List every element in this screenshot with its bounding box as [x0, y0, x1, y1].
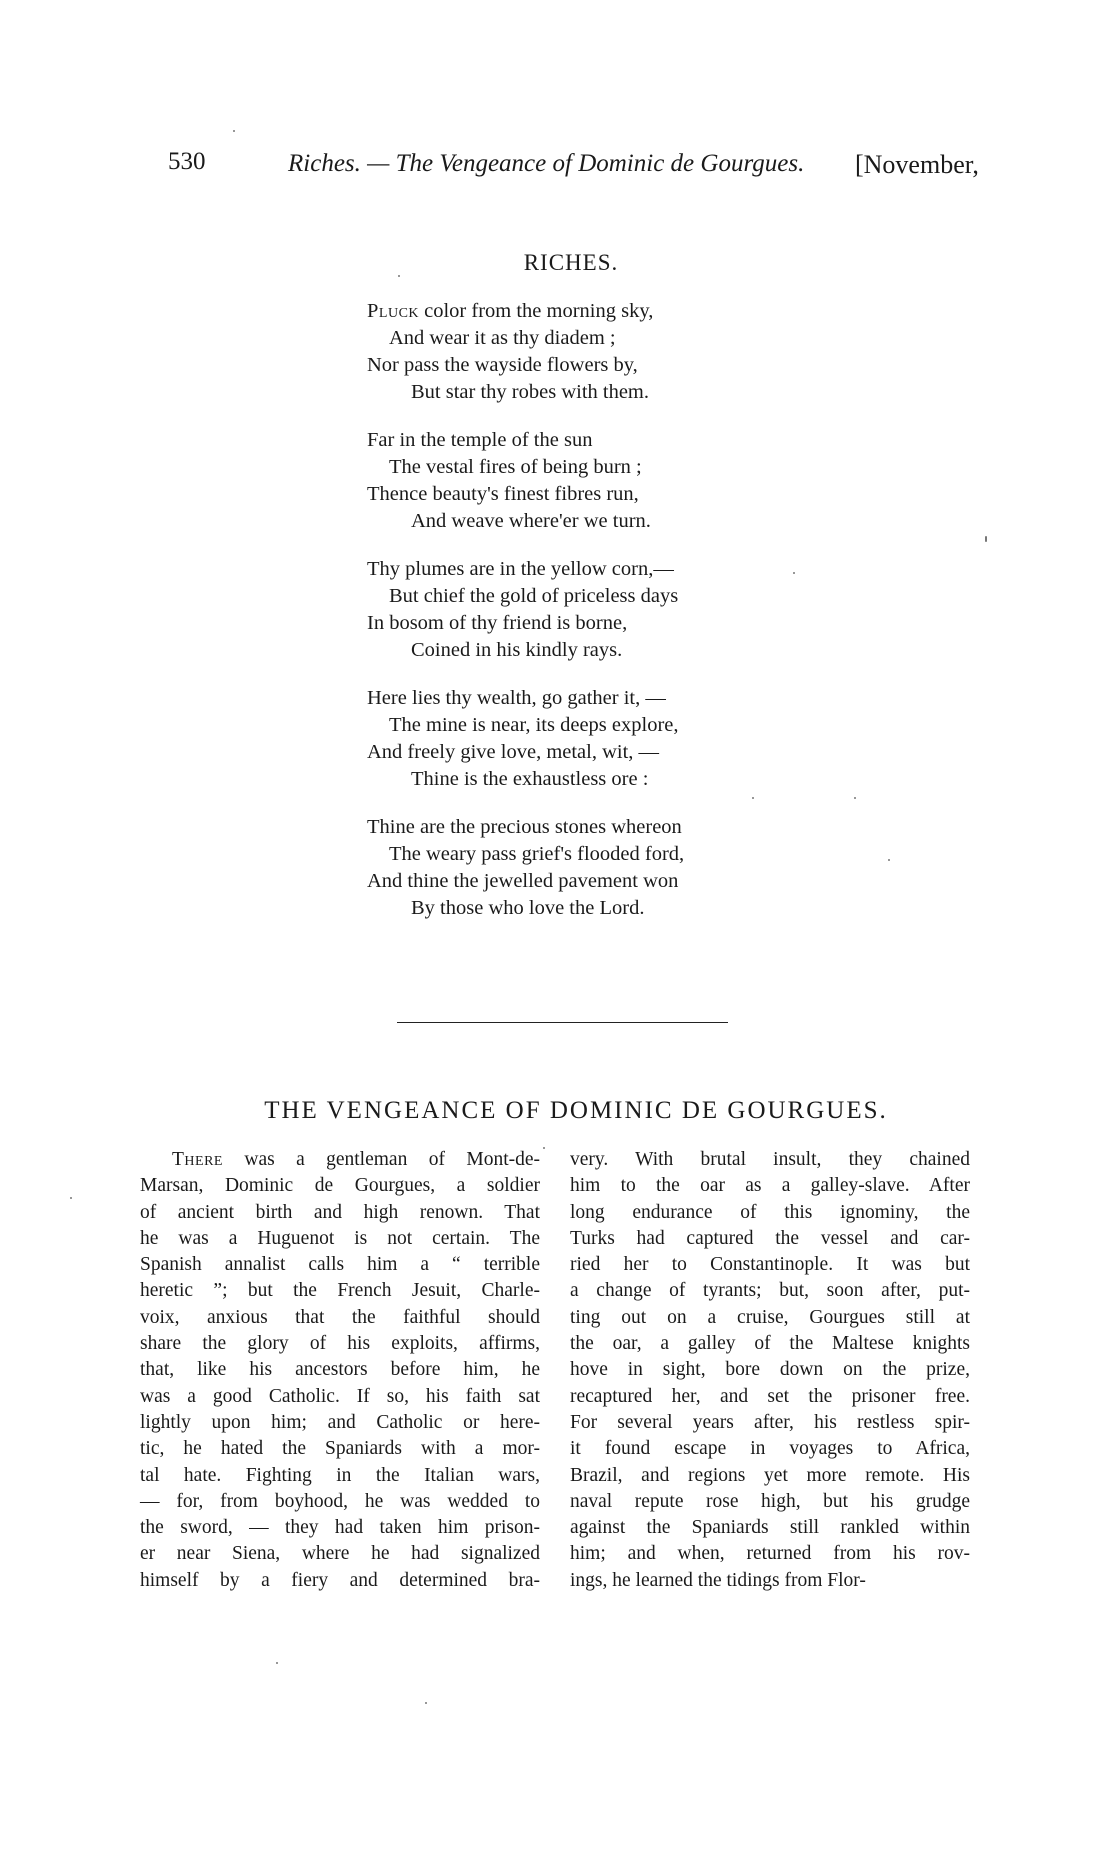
- scan-speck: [425, 1702, 427, 1704]
- text-line: naval repute rose high, but his grudge: [570, 1490, 970, 1512]
- poem-line: Here lies thy wealth, go gather it, —: [367, 687, 666, 709]
- text-line: For several years after, his restless spir-: [570, 1411, 970, 1433]
- text-line: Marsan, Dominic de Gourgues, a soldier: [140, 1175, 540, 1197]
- text-line: very. With brutal insult, they chained: [570, 1149, 970, 1170]
- poem-line: But star thy robes with them.: [411, 381, 650, 403]
- poem-line: Coined in his kindly rays.: [411, 639, 623, 661]
- text-line: heretic ”; but the French Jesuit, Charle-: [140, 1280, 540, 1302]
- poem-line: Thence beauty's finest fibres run,: [367, 483, 639, 505]
- page-number: 530: [168, 148, 206, 175]
- text-line: — for, from boyhood, he was wedded to: [140, 1490, 540, 1512]
- poem-line: And thine the jewelled pavement won: [367, 870, 679, 892]
- poem-line: The mine is near, its deeps explore,: [389, 714, 679, 736]
- article-column-left: [140, 1147, 540, 1594]
- poem-line: The weary pass grief's flooded ford,: [389, 843, 685, 865]
- poem-line: Nor pass the wayside flowers by,: [367, 354, 638, 376]
- poem-line: And wear it as thy diadem ;: [389, 327, 616, 349]
- text-line: tal hate. Fighting in the Italian wars,: [140, 1464, 540, 1486]
- section-divider: [397, 1022, 728, 1023]
- poem-line: Thine are the precious stones whereon: [367, 816, 682, 838]
- text-line: it found escape in voyages to Africa,: [570, 1438, 970, 1460]
- text-line-text: was a gentleman of Mont-de-: [222, 1149, 540, 1170]
- poem-line: Thine is the exhaustless ore :: [411, 768, 649, 790]
- text-line: Spanish annalist calls him a “ terrible: [140, 1254, 540, 1276]
- text-line: ings, he learned the tidings from Flor-: [570, 1569, 866, 1591]
- text-line: him to the oar as a galley-slave. After: [570, 1175, 970, 1197]
- stanza-5: [367, 814, 787, 922]
- stanza-3: [367, 556, 787, 664]
- text-line: long endurance of this ignominy, the: [570, 1201, 970, 1223]
- poem: [367, 298, 787, 943]
- poem-line: And freely give love, metal, wit, —: [367, 741, 660, 763]
- text-line: a change of tyrants; but, soon after, put-: [570, 1280, 970, 1302]
- drop-word: There: [172, 1149, 223, 1170]
- text-line: that, like his ancestors before him, he: [140, 1359, 540, 1381]
- text-line: himself by a fiery and determined bra-: [140, 1569, 540, 1591]
- scan-speck: [854, 797, 856, 799]
- scan-speck: [752, 797, 754, 799]
- text-line: was a good Catholic. If so, his faith sat: [140, 1385, 540, 1407]
- running-header: [0, 148, 1096, 192]
- text-line: hove in sight, bore down on the prize,: [570, 1359, 970, 1381]
- article-column-right: [570, 1147, 970, 1594]
- text-line: recaptured her, and set the prisoner free.: [570, 1385, 970, 1407]
- poem-line: Far in the temple of the sun: [367, 429, 593, 451]
- poem-line: And weave where'er we turn.: [411, 510, 651, 532]
- text-line: of ancient birth and high renown. That: [140, 1201, 540, 1223]
- scan-speck: [233, 130, 235, 132]
- poem-line-text: color from the morning sky,: [419, 300, 654, 322]
- scan-speck: [276, 1662, 278, 1664]
- poem-line: Thy plumes are in the yellow corn,—: [367, 558, 674, 580]
- text-line: Brazil, and regions yet more remote. His: [570, 1464, 970, 1486]
- text-line: [140, 1147, 540, 1173]
- stanza-2: [367, 427, 787, 535]
- scan-speck: [70, 1197, 72, 1199]
- text-line: he was a Huguenot is not certain. The: [140, 1227, 540, 1249]
- poem-line: [367, 298, 787, 325]
- running-title: Riches. — The Vengeance of Dominic de Gourgues.: [288, 150, 805, 177]
- scan-speck: [888, 859, 890, 861]
- text-line: against the Spaniards still rankled within: [570, 1517, 970, 1539]
- text-line: ting out on a cruise, Gourgues still at: [570, 1306, 970, 1328]
- article-title: THE VENGEANCE OF DOMINIC DE GOURGUES.: [264, 1097, 888, 1124]
- scan-speck: [985, 536, 987, 542]
- text-line: tic, he hated the Spaniards with a mor-: [140, 1438, 540, 1460]
- text-line: Turks had captured the vessel and car-: [570, 1227, 970, 1249]
- text-line: er near Siena, where he had signalized: [140, 1543, 540, 1565]
- text-line: the oar, a galley of the Maltese knights: [570, 1333, 970, 1355]
- drop-word: Pluck: [367, 300, 420, 322]
- poem-line: The vestal fires of being burn ;: [389, 456, 642, 478]
- text-line: voix, anxious that the faithful should: [140, 1306, 540, 1328]
- text-line: lightly upon him; and Catholic or here-: [140, 1411, 540, 1433]
- poem-line: By those who love the Lord.: [411, 897, 645, 919]
- text-line: the sword, — they had taken him prison-: [140, 1517, 540, 1539]
- text-line: ried her to Constantinople. It was but: [570, 1254, 970, 1276]
- stanza-1: [367, 298, 787, 406]
- text-line: share the glory of his exploits, affirms,: [140, 1333, 540, 1355]
- stanza-4: [367, 685, 787, 793]
- poem-line: But chief the gold of priceless days: [389, 585, 679, 607]
- scan-speck: [543, 1147, 545, 1149]
- running-month: [November,: [855, 150, 979, 179]
- text-line: him; and when, returned from his rov-: [570, 1543, 970, 1565]
- scan-speck: [793, 572, 795, 574]
- poem-line: In bosom of thy friend is borne,: [367, 612, 628, 634]
- scan-speck: [398, 275, 400, 277]
- poem-title: RICHES.: [523, 250, 619, 275]
